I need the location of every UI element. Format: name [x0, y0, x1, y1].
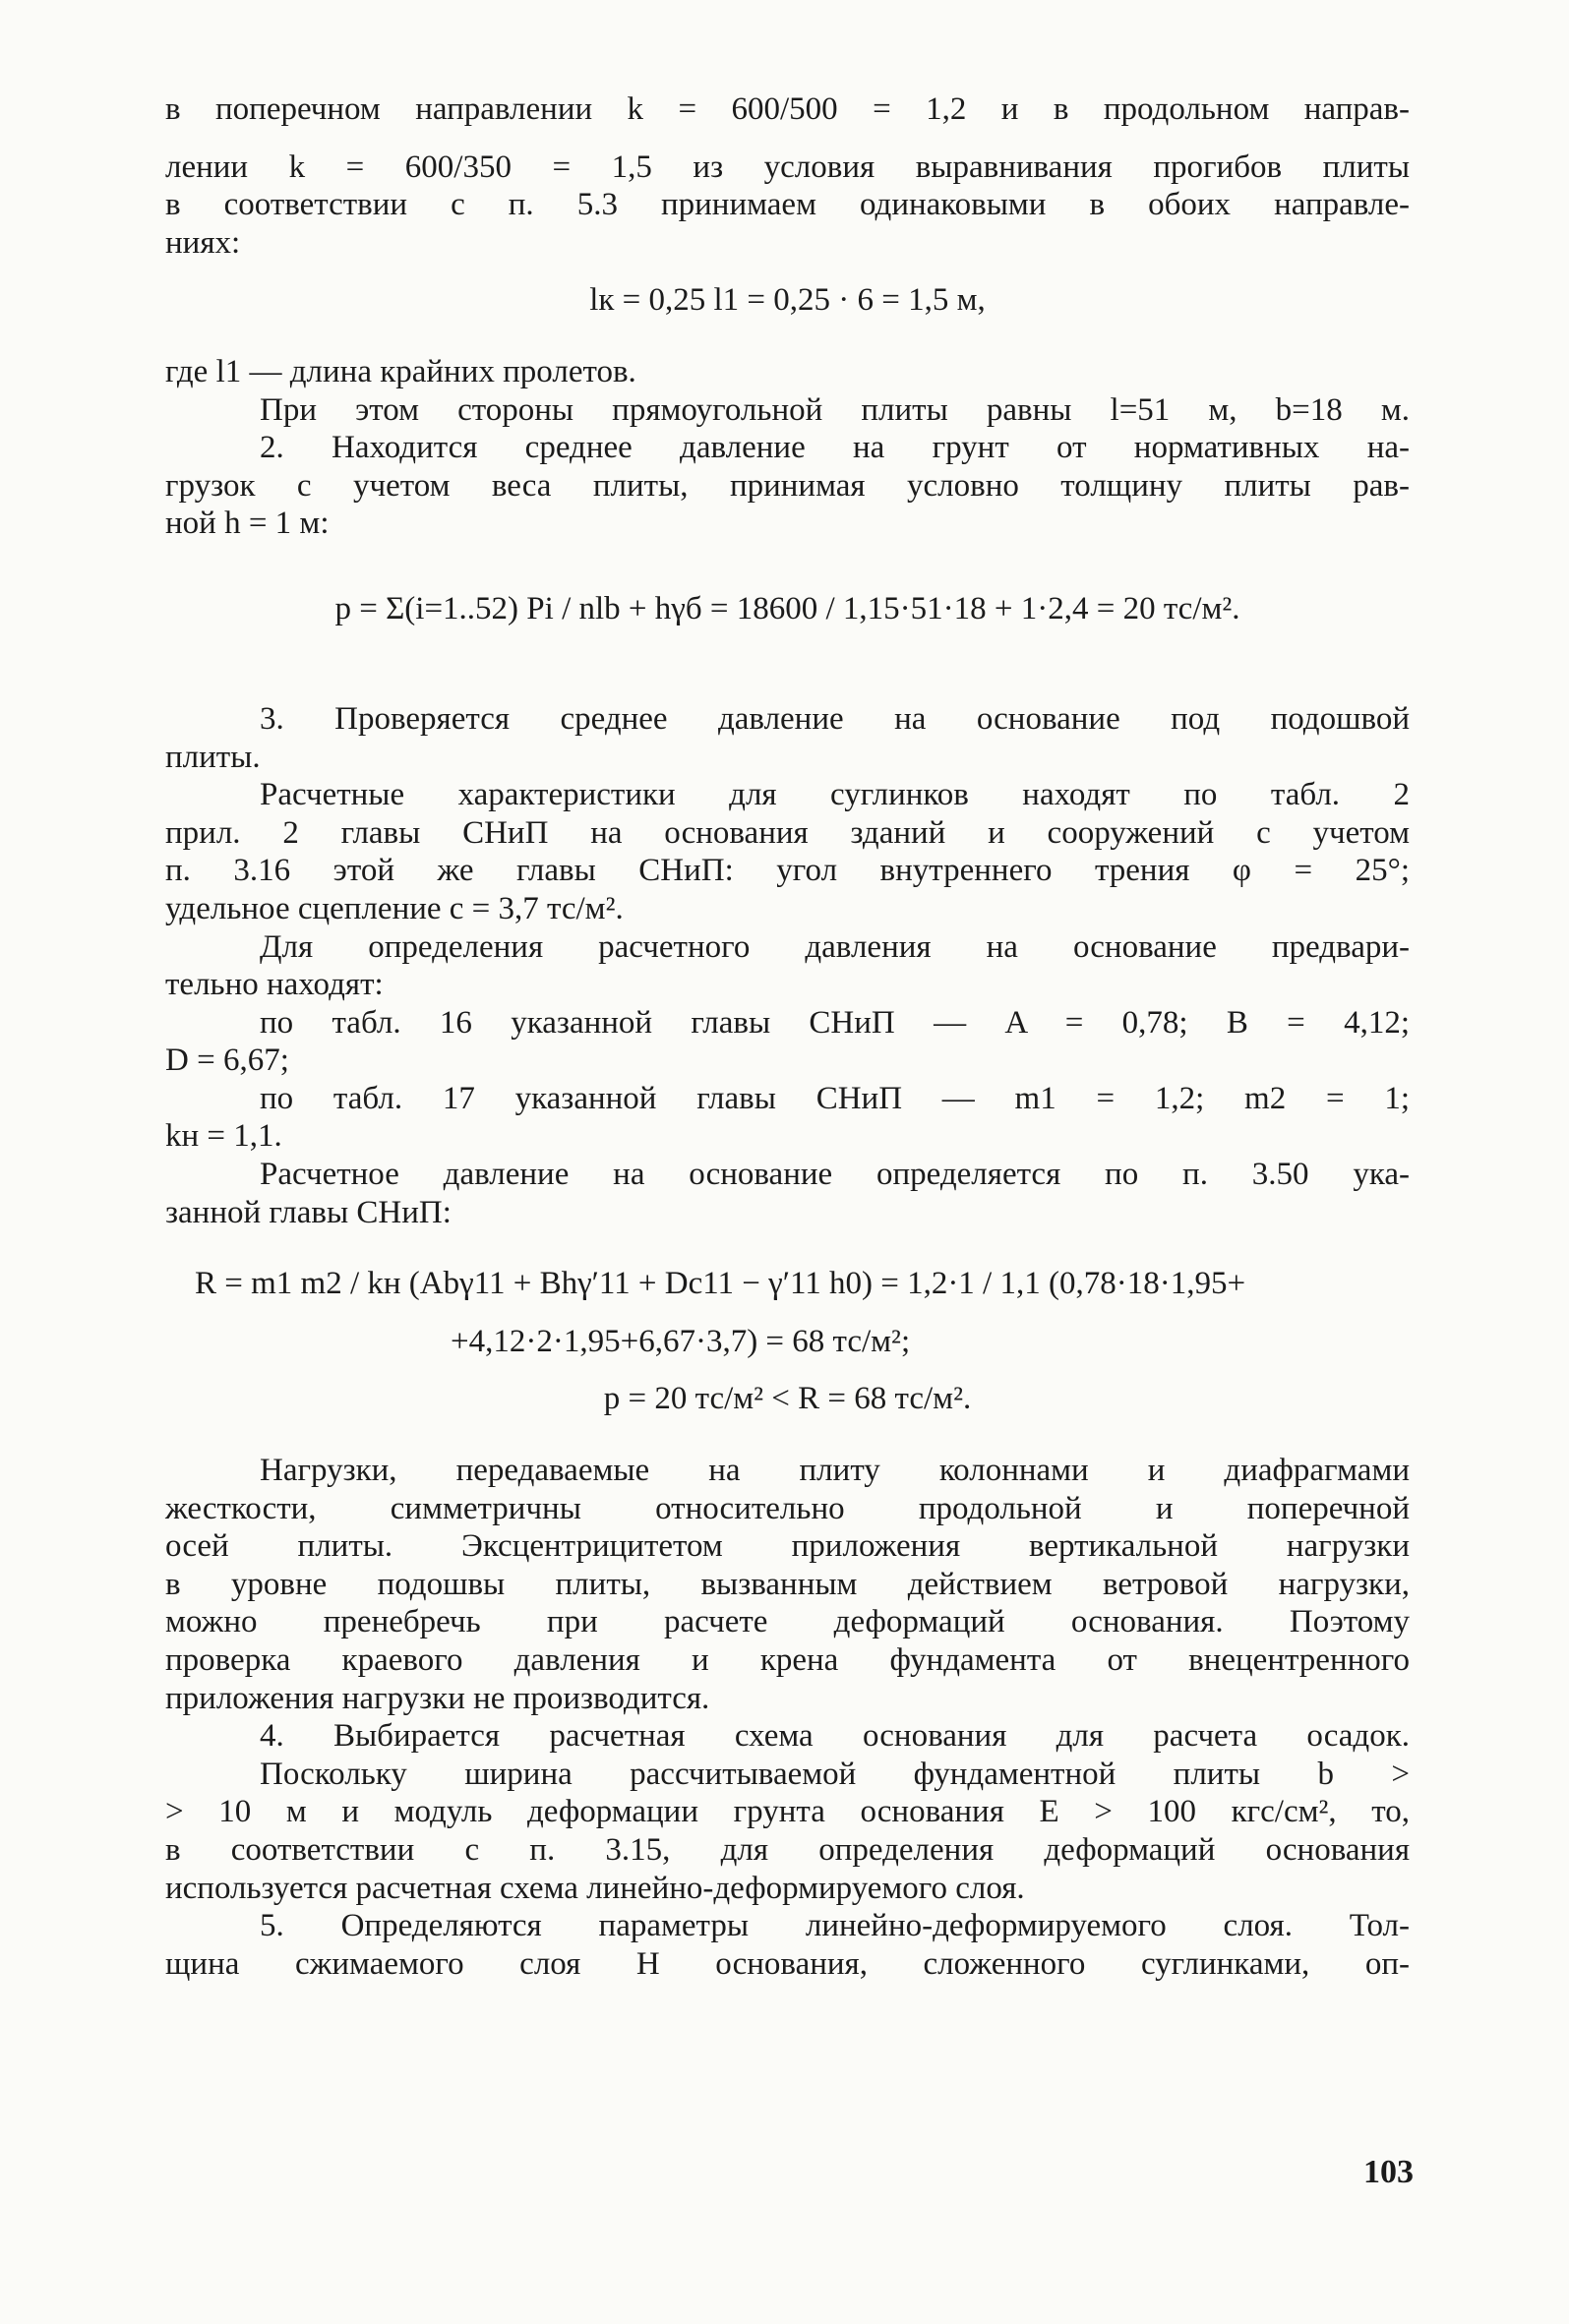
- text-line: по табл. 16 указанной главы СНиП — A = 0,78; B = 4,12;: [260, 1004, 1410, 1041]
- formula-lk: lк = 0,25 l1 = 0,25 · 6 = 1,5 м,: [589, 282, 986, 319]
- text-line: ной h = 1 м:: [165, 506, 330, 542]
- text-line: Для определения расчетного давления на основание предвари-: [260, 928, 1410, 965]
- text-line: п. 3.16 этой же главы СНиП: угол внутреннего трения φ = 25°;: [165, 853, 1410, 889]
- text-line: Расчетные характеристики для суглинков находят по табл. 2: [260, 777, 1410, 813]
- page-number: 103: [1363, 2154, 1414, 2190]
- text-line: плиты.: [165, 739, 261, 775]
- formula-R-continued: +4,12·2·1,95+6,67·3,7) = 68 тс/м²;: [451, 1323, 911, 1359]
- text-line: 3. Проверяется среднее давление на основание под подошвой: [260, 700, 1410, 737]
- text-line: тельно находят:: [165, 967, 384, 1003]
- page-text: [165, 90, 1410, 1983]
- text-line: > 10 м и модуль деформации грунта основания E > 100 кгс/см², то,: [165, 1794, 1410, 1830]
- text-line: в соответствии с п. 5.3 принимаем одинаковыми в обоих направле-: [165, 187, 1410, 223]
- text-line: D = 6,67;: [165, 1043, 289, 1079]
- text-line: занной главы СНиП:: [165, 1194, 452, 1230]
- formula-pressure: p = Σ(i=1..52) Pi / nlb + hγб = 18600 / 1,15·51·18 + 1·2,4 = 20 тс/м².: [334, 590, 1240, 626]
- text-line: 4. Выбирается расчетная схема основания для расчета осадок.: [260, 1718, 1410, 1755]
- text-line: приложения нагрузки не производится.: [165, 1680, 710, 1716]
- formula-check: p = 20 тс/м² < R = 68 тс/м².: [603, 1381, 972, 1417]
- text-line: в поперечном направлении k = 600/500 = 1,2 и в продольном направ-: [165, 91, 1410, 127]
- text-line: 2. Находится среднее давление на грунт от нормативных на-: [260, 430, 1410, 466]
- text-line: 5. Определяются параметры линейно-деформируемого слоя. Тол-: [260, 1908, 1410, 1944]
- text-line: жесткости, симметричны относительно продольной и поперечной: [165, 1490, 1410, 1526]
- text-line: где l1 — длина крайних пролетов.: [165, 353, 636, 389]
- text-line: используется расчетная схема линейно-деформируемого слоя.: [165, 1870, 1025, 1906]
- text-line: проверка краевого давления и крена фундамента от внецентренного: [165, 1642, 1410, 1678]
- text-line: в уровне подошвы плиты, вызванным действием ветровой нагрузки,: [165, 1566, 1410, 1602]
- text-line: Нагрузки, передаваемые на плиту колоннами и диафрагмами: [260, 1453, 1410, 1489]
- text-line: При этом стороны прямоугольной плиты равны l=51 м, b=18 м.: [260, 391, 1410, 428]
- text-line: удельное сцепление c = 3,7 тс/м².: [165, 890, 624, 926]
- text-line: по табл. 17 указанной главы СНиП — m1 = 1,2; m2 = 1;: [260, 1080, 1410, 1116]
- text-line: kн = 1,1.: [165, 1118, 282, 1155]
- text-line: Расчетное давление на основание определяется по п. 3.50 ука-: [260, 1157, 1410, 1193]
- text-line: прил. 2 главы СНиП на основания зданий и сооружений с учетом: [165, 814, 1410, 851]
- text-line: осей плиты. Эксцентрицитетом приложения вертикальной нагрузки: [165, 1528, 1410, 1565]
- text-line: грузок с учетом веса плиты, принимая условно толщину плиты рав-: [165, 467, 1410, 504]
- text-line: лении k = 600/350 = 1,5 из условия выравнивания прогибов плиты: [165, 149, 1410, 185]
- formula-R: R = m1 m2 / kн (Abγ11 + Bhγ′11 + Dc11 − γ′11 h0) = 1,2·1 / 1,1 (0,78·18·1,95+: [195, 1266, 1246, 1302]
- text-line: ниях:: [165, 224, 241, 261]
- text-line: можно пренебречь при расчете деформаций основания. Поэтому: [165, 1604, 1410, 1640]
- text-line: щина сжимаемого слоя H основания, сложенного суглинками, оп-: [165, 1945, 1410, 1982]
- text-line: Поскольку ширина рассчитываемой фундаментной плиты b >: [260, 1756, 1410, 1792]
- text-line: в соответствии с п. 3.15, для определения деформаций основания: [165, 1831, 1410, 1868]
